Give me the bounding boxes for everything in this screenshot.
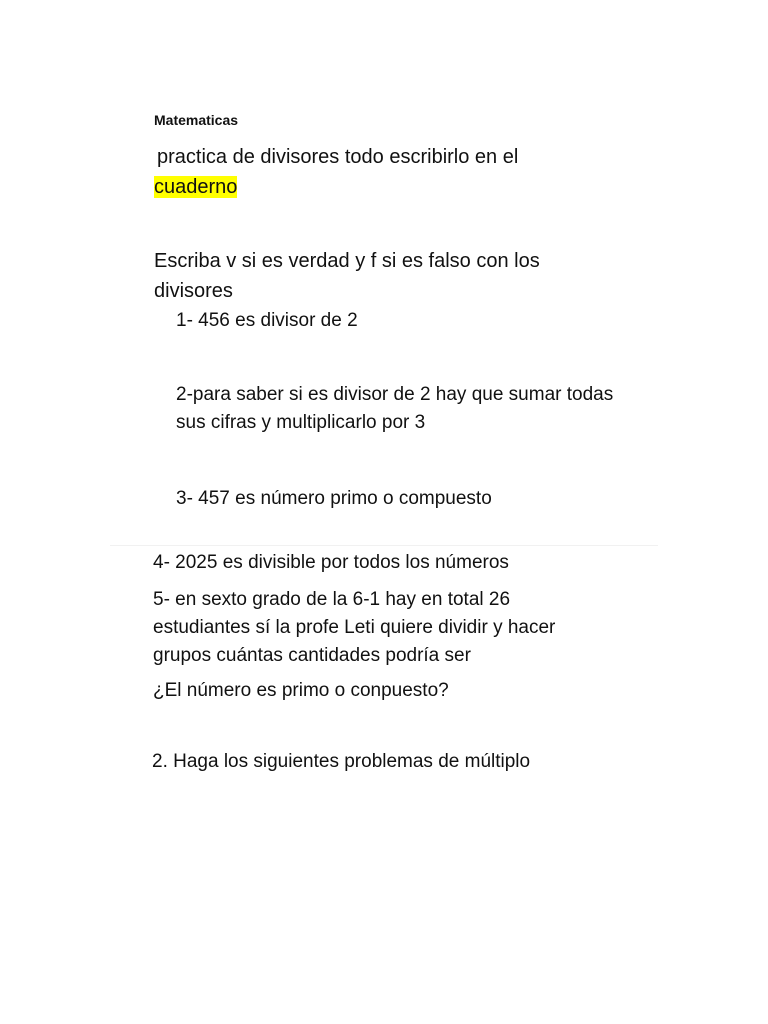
exercise-item-3: 3- 457 es número primo o compuesto	[176, 488, 492, 509]
intro-highlight: cuaderno	[154, 176, 238, 198]
intro-paragraph	[154, 142, 594, 202]
exercise-item-2: 2-para saber si es divisor de 2 hay que sumar todas sus cifras y multiplicarlo por 3	[176, 384, 614, 433]
divider	[110, 545, 658, 546]
exercise-item-5-line: 5- en sexto grado de la 6-1 hay en total 26	[153, 589, 511, 610]
exercise-item-1: 1- 456 es divisor de 2	[176, 310, 358, 331]
exercise-item-5-line: grupos cuántas cantidades podría ser	[153, 645, 471, 666]
intro-text: practica de divisores todo escribirlo en el	[157, 146, 519, 168]
section-2-heading: 2. Haga los siguientes problemas de múltiplo	[152, 751, 531, 772]
exercise-item-5-line: estudiantes sí la profe Leti quiere dividir y hacer	[153, 617, 556, 638]
subject-title: Matematicas	[154, 112, 239, 128]
question-text: ¿El número es primo o conpuesto?	[153, 680, 449, 701]
exercise-item-5	[153, 586, 623, 670]
instruction-text: Escriba v si es verdad y f si es falso con los divisores	[154, 250, 540, 302]
exercise-item-4: 4- 2025 es divisible por todos los números	[153, 552, 509, 573]
